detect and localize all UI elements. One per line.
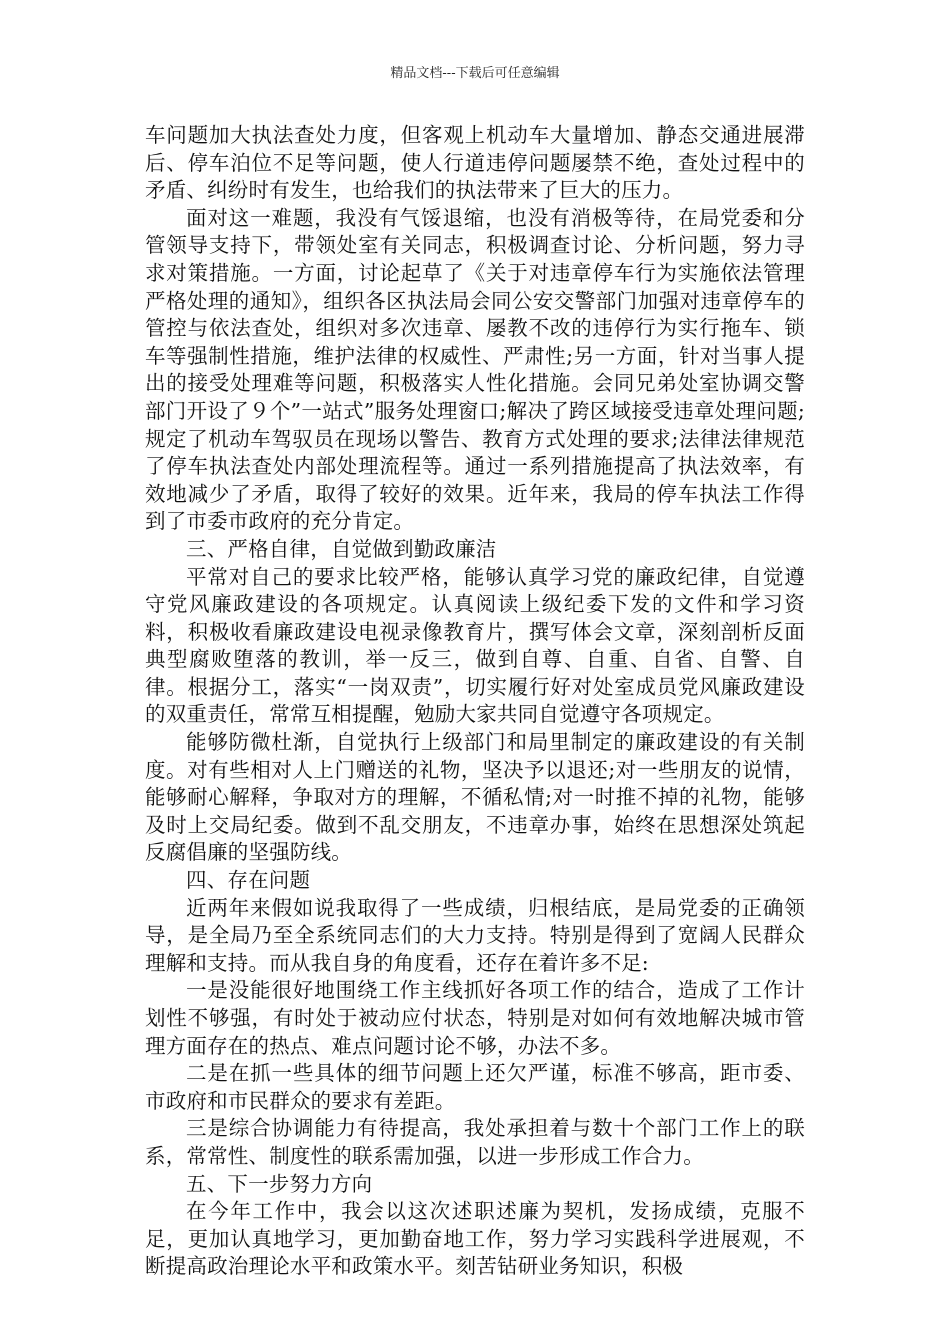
paragraph: 二是在抓一些具体的细节问题上还欠严谨，标准不够高，距市委、市政府和市民群众的要求有差距。 bbox=[145, 1061, 805, 1113]
document-body bbox=[145, 122, 805, 1281]
paragraph: 面对这一难题，我没有气馁退缩，也没有消极等待，在局党委和分管领导支持下，带领处室有关同志，积极调查讨论、分析问题，努力寻求对策措施。一方面，讨论起草了《关于对违章停车行为实施依法管理严格处理的通知》，组织各区执法局会同公安交警部门加强对违章停车的管控与依法查处，组织对多次违章、屡教不改的违停行为实行拖车、锁车等强制性措施，维护法律的权威性、严肃性;另一方面，针对当事人提出的接受处理难等问题，积极落实人性化措施。会同兄弟处室协调交警部门开设了９个”一站式”服务处理窗口;解决了跨区域接受违章处理问题;规定了机动车驾驭员在现场以警告、教育方式处理的要求;法律法律规范了停车执法查处内部处理流程等。通过一系列措施提高了执法效率，有效地减少了矛盾，取得了较好的效果。近年来，我局的停车执法工作得到了市委市政府的充分肯定。 bbox=[145, 205, 805, 534]
paragraph-continued: 车问题加大执法查处力度，但客观上机动车大量增加、静态交通进展滞后、停车泊位不足等问题，使人行道违停问题屡禁不绝，查处过程中的矛盾、纠纷时有发生，也给我们的执法带来了巨大的压力。 bbox=[145, 123, 805, 203]
paragraph: 三是综合协调能力有待提高，我处承担着与数十个部门工作上的联系，常常性、制度性的联系需加强，以进一步形成工作合力。 bbox=[145, 1116, 805, 1168]
paragraph: 近两年来假如说我取得了一些成绩，归根结底，是局党委的正确领导，是全局乃至全系统同志们的大力支持。特别是得到了宽阔人民群众理解和支持。而从我自身的角度看，还存在着许多不足: bbox=[145, 895, 805, 975]
paragraph: 一是没能很好地围绕工作主线抓好各项工作的结合，造成了工作计划性不够强，有时处于被动应付状态，特别是对如何有效地解决城市管理方面存在的热点、难点问题讨论不够，办法不多。 bbox=[145, 978, 805, 1058]
paragraph: 平常对自己的要求比较严格，能够认真学习党的廉政纪律，自觉遵守党风廉政建设的各项规定。认真阅读上级纪委下发的文件和学习资料，积极收看廉政建设电视录像教育片，撰写体会文章，深刻剖析反面典型腐败堕落的教训，举一反三，做到自尊、自重、自省、自警、自律。根据分工，落实“一岗双责”，切实履行好对处室成员党风廉政建设的双重责任，常常互相提醒，勉励大家共同自觉遵守各项规定。 bbox=[145, 564, 805, 727]
paragraph: 在今年工作中，我会以这次述职述廉为契机，发扬成绩，克服不足，更加认真地学习，更加勤奋地工作，努力学习实践科学进展观，不断提高政治理论水平和政策水平。刻苦钻研业务知识，积极 bbox=[145, 1199, 805, 1279]
page-header: 精品文档---下载后可任意编辑 bbox=[390, 66, 560, 81]
section-heading: 五、下一步努力方向 bbox=[186, 1171, 373, 1196]
paragraph: 能够防微杜渐，自觉执行上级部门和局里制定的廉政建设的有关制度。对有些相对人上门赠送的礼物，坚决予以退还;对一些朋友的说情，能够耐心解释，争取对方的理解，不循私情;对一时推不掉的礼物，能够及时上交局纪委。做到不乱交朋友，不违章办事，始终在思想深处筑起反腐倡廉的坚强防线。 bbox=[145, 730, 805, 865]
section-heading: 四、存在问题 bbox=[186, 868, 311, 893]
section-heading: 三、严格自律，自觉做到勤政廉洁 bbox=[186, 536, 497, 561]
